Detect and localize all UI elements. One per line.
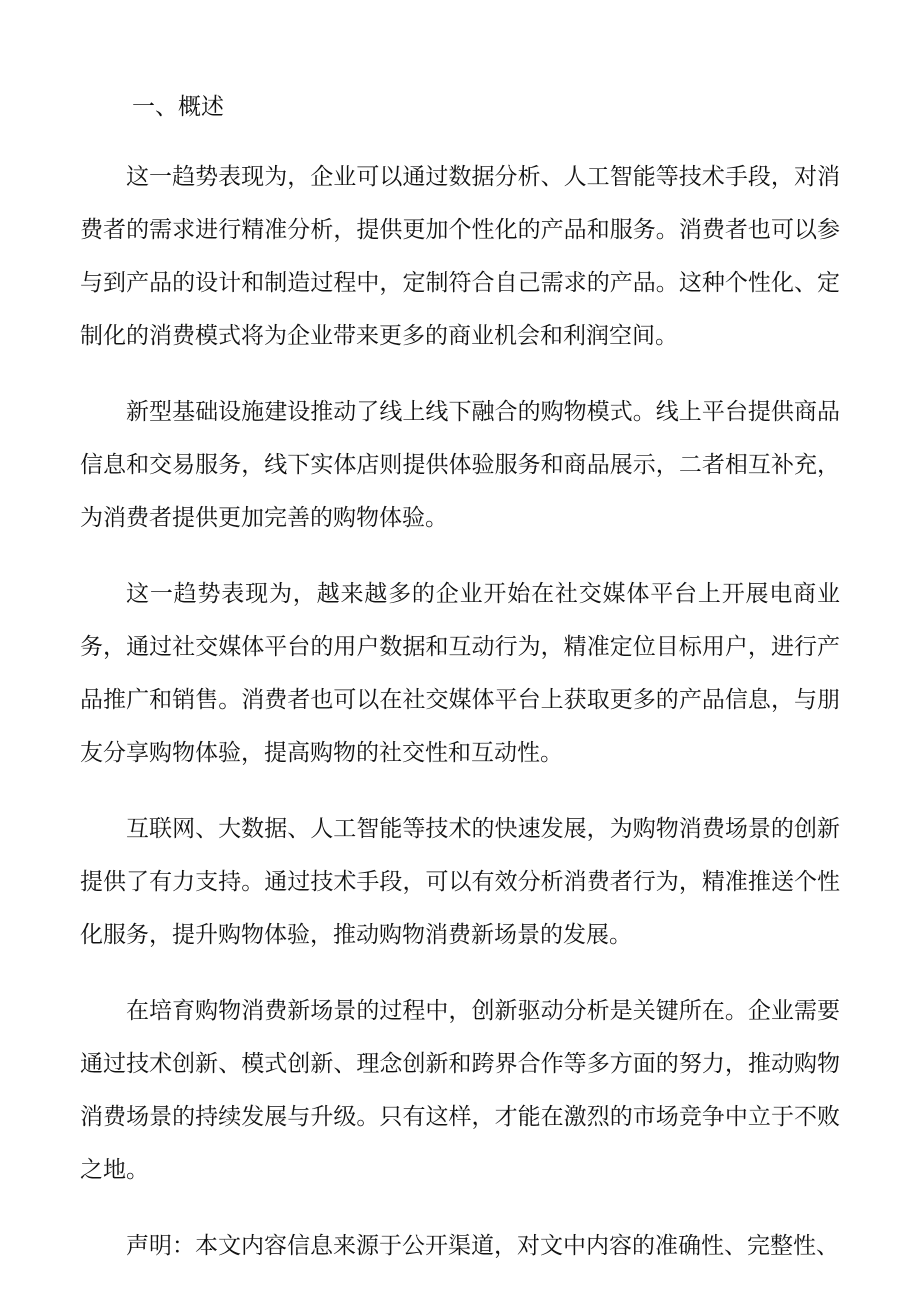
paragraph-social-commerce: 这一趋势表现为，越来越多的企业开始在社交媒体平台上开展电商业务，通过社交媒体平台的用户数据和互动行为，精准定位目标用户，进行产品推广和销售。消费者也可以在社交媒体平台上获取更多的产品信息，与朋友分享购物体验，提高购物的社交性和互动性。 (80, 581, 840, 766)
paragraph-innovation: 在培育购物消费新场景的过程中，创新驱动分析是关键所在。企业需要通过技术创新、模式创新、理念创新和跨界合作等多方面的努力，推动购物消费场景的持续发展与升级。只有这样，才能在激烈的市场竞争中立于不败之地。 (80, 998, 840, 1183)
section-heading: 一、概述 (132, 94, 224, 120)
paragraph-disclaimer: 声明：本文内容信息来源于公开渠道，对文中内容的准确性、完整性、 (126, 1233, 839, 1259)
paragraph-personalization: 这一趋势表现为，企业可以通过数据分析、人工智能等技术手段，对消费者的需求进行精准分析，提供更加个性化的产品和服务。消费者也可以参与到产品的设计和制造过程中，定制符合自己需求的产品。这种个性化、定制化的消费模式将为企业带来更多的商业机会和利润空间。 (80, 164, 840, 349)
document-page (80, 86, 840, 1296)
paragraph-technology: 互联网、大数据、人工智能等技术的快速发展，为购物消费场景的创新提供了有力支持。通过技术手段，可以有效分析消费者行为，精准推送个性化服务，提升购物体验，推动购物消费新场景的发展。 (80, 816, 840, 948)
paragraph-online-offline: 新型基础设施建设推动了线上线下融合的购物模式。线上平台提供商品信息和交易服务，线下实体店则提供体验服务和商品展示，二者相互补充，为消费者提供更加完善的购物体验。 (80, 399, 840, 531)
